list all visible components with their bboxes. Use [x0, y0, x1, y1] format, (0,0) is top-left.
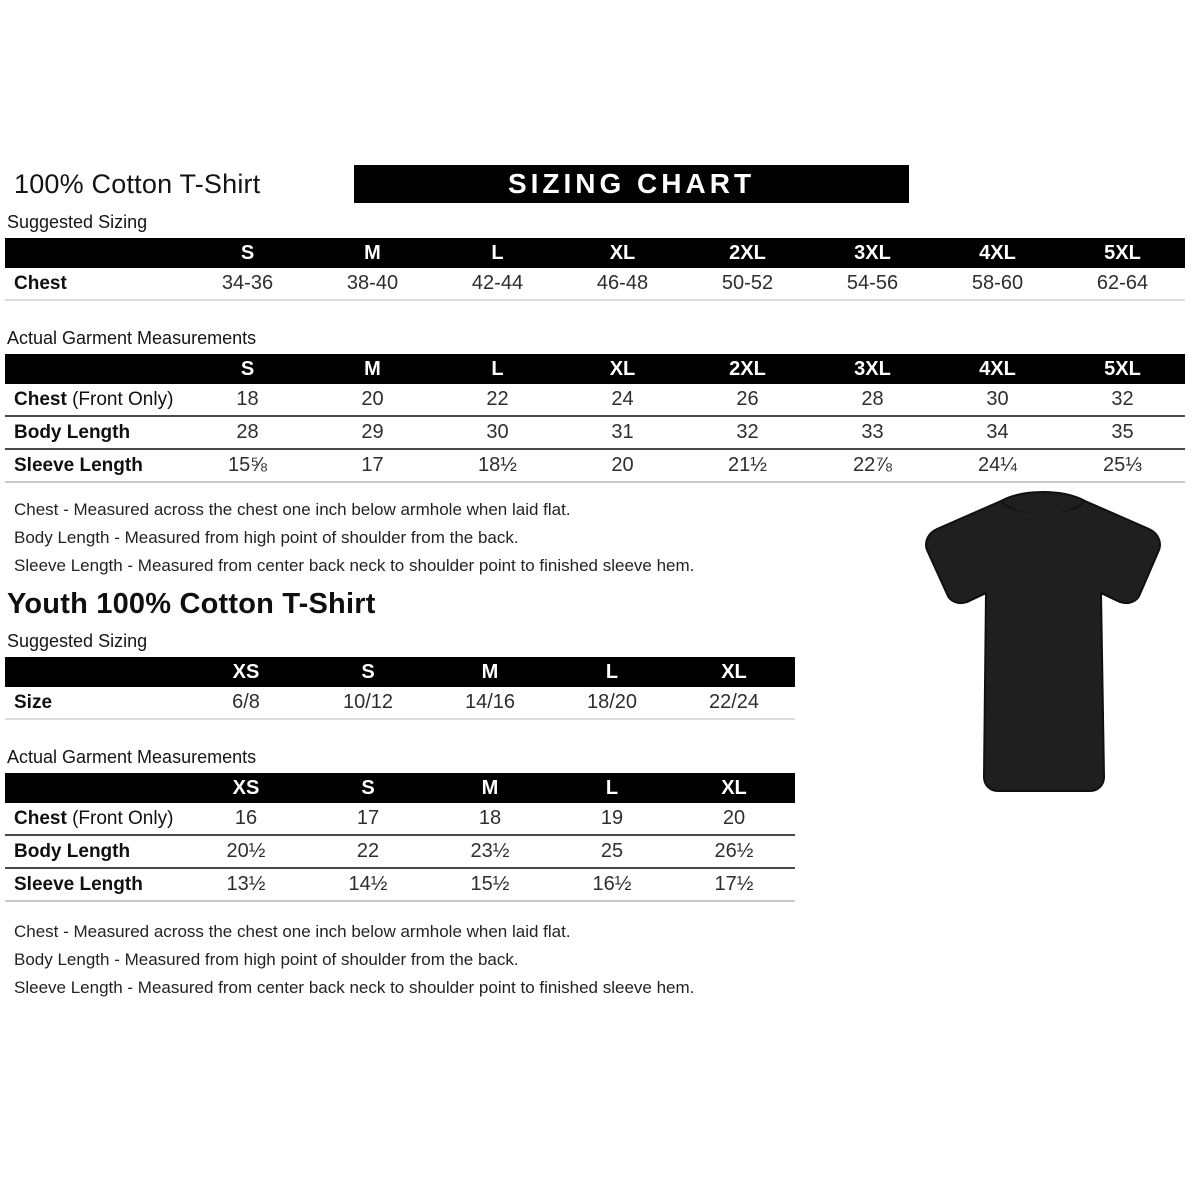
chest-row: [5, 803, 795, 834]
measurement-cell: 20: [722, 807, 746, 829]
youth-section-title: Youth 100% Cotton T-Shirt: [7, 588, 376, 620]
size-header-row: [5, 657, 795, 687]
top-whitespace: [5, 0, 1185, 163]
measurement-cell: 20: [361, 388, 384, 410]
measurement-cell: 17½: [714, 873, 754, 895]
size-header-cell: L: [605, 661, 619, 683]
size-header-cell: 3XL: [854, 242, 891, 264]
body-length-note: Body Length - Measured from high point of shoulder from the back.: [14, 950, 519, 969]
chest-note: Chest - Measured across the chest one inch below armhole when laid flat.: [14, 922, 571, 941]
size-header-cell: L: [491, 242, 504, 264]
measurement-cell: 22⅞: [853, 454, 892, 476]
measurement-cell: 13½: [226, 873, 266, 895]
body-length-note: Body Length - Measured from high point of shoulder from the back.: [14, 528, 519, 547]
adult-actual-measurements-label: Actual Garment Measurements: [7, 328, 257, 348]
measurement-cell: 31: [611, 421, 634, 443]
measurement-cell: 15⅝: [228, 454, 267, 476]
measurement-cell: 34-36: [221, 272, 274, 294]
measurement-cell: 32: [736, 421, 759, 443]
measurement-cell: 26: [736, 388, 759, 410]
size-header-cell: S: [361, 661, 375, 683]
row-label: Sleeve Length: [14, 874, 143, 895]
measurement-cell: 50-52: [721, 272, 774, 294]
size-header-cell: 3XL: [854, 358, 891, 380]
measurement-cell: 21½: [728, 454, 767, 476]
size-header-cell: 2XL: [729, 242, 766, 264]
measurement-cell: 33: [861, 421, 884, 443]
size-header-cell: 4XL: [979, 358, 1016, 380]
row-label: Body Length: [14, 841, 131, 862]
size-header-cell: M: [364, 358, 381, 380]
measurement-cell: 18: [478, 807, 502, 829]
youth-suggested-sizing-label: Suggested Sizing: [7, 631, 148, 651]
youth-actual-measurements-label: Actual Garment Measurements: [7, 747, 257, 767]
table-corner-cell: [5, 657, 185, 687]
measurement-cell: 23½: [470, 840, 510, 862]
sleeve-length-row: [5, 867, 795, 902]
measurement-cell: 32: [1111, 388, 1134, 410]
measurement-cell: 28: [861, 388, 884, 410]
size-header-cell: XS: [232, 661, 260, 683]
size-header-cell: 5XL: [1104, 242, 1141, 264]
measurement-cell: 22: [486, 388, 509, 410]
measurement-cell: 15½: [470, 873, 510, 895]
size-header-cell: L: [491, 358, 504, 380]
sizing-chart-banner: [354, 165, 909, 203]
measurement-cell: 20: [611, 454, 634, 476]
chest-row: [5, 384, 1185, 415]
size-header-cell: M: [481, 777, 499, 799]
measurement-cell: 10/12: [342, 691, 394, 713]
measurement-cell: 54-56: [846, 272, 899, 294]
measurement-cell: 18/20: [586, 691, 638, 713]
header-row: [5, 163, 1185, 205]
youth-measurement-notes: [5, 918, 1185, 1002]
measurement-cell: 30: [486, 421, 509, 443]
measurement-cell: 24¼: [978, 454, 1017, 476]
measurement-cell: 24: [611, 388, 634, 410]
row-label: Chest (Front Only): [14, 808, 174, 829]
size-header-cell: L: [605, 777, 619, 799]
chest-note: Chest - Measured across the chest one inch below armhole when laid flat.: [14, 500, 571, 519]
measurement-cell: 26½: [714, 840, 754, 862]
tshirt-icon: [893, 476, 1193, 821]
measurement-cell: 16½: [592, 873, 632, 895]
page-title: 100% Cotton T-Shirt: [14, 168, 261, 199]
banner-text: SIZING CHART: [507, 168, 756, 199]
size-header-cell: XL: [609, 358, 636, 380]
size-header-cell: S: [240, 358, 255, 380]
size-header-row: [5, 354, 1185, 384]
measurement-cell: 18½: [478, 454, 517, 476]
row-label: Body Length: [14, 422, 131, 443]
size-header-cell: XL: [609, 242, 636, 264]
measurement-cell: 18: [236, 388, 259, 410]
body-length-row: [5, 834, 795, 867]
size-header-cell: S: [361, 777, 375, 799]
row-label: Chest: [14, 273, 67, 294]
measurement-cell: 29: [361, 421, 384, 443]
measurement-cell: 35: [1111, 421, 1134, 443]
measurement-cell: 38-40: [346, 272, 399, 294]
size-header-cell: XS: [232, 777, 260, 799]
adult-suggested-sizing-label: Suggested Sizing: [7, 212, 148, 232]
measurement-cell: 6/8: [232, 691, 260, 713]
measurement-cell: 14½: [348, 873, 388, 895]
table-corner-cell: [5, 238, 185, 268]
table-corner-cell: [5, 354, 185, 384]
measurement-cell: 46-48: [596, 272, 649, 294]
measurement-cell: 28: [236, 421, 259, 443]
measurement-cell: 58-60: [971, 272, 1024, 294]
size-header-cell: M: [481, 661, 499, 683]
size-header-cell: XL: [721, 661, 747, 683]
adult-suggested-sizing-table: [5, 238, 1185, 301]
size-header-cell: 5XL: [1104, 358, 1141, 380]
sleeve-length-note: Sleeve Length - Measured from center back neck to shoulder point to finished sleeve hem.: [14, 556, 695, 575]
row-label: Size: [14, 692, 53, 713]
measurement-cell: 62-64: [1096, 272, 1149, 294]
measurement-cell: 30: [986, 388, 1009, 410]
measurement-cell: 22: [356, 840, 380, 862]
adult-actual-measurements-table: [5, 354, 1185, 483]
size-header-row: [5, 773, 795, 803]
measurement-cell: 16: [234, 807, 258, 829]
measurement-cell: 25⅓: [1103, 454, 1142, 476]
measurement-cell: 19: [600, 807, 624, 829]
measurement-cell: 20½: [226, 840, 266, 862]
size-header-cell: 4XL: [979, 242, 1016, 264]
measurement-cell: 17: [361, 454, 384, 476]
size-header-cell: M: [364, 242, 381, 264]
measurement-cell: 17: [356, 807, 380, 829]
chest-range-row: [5, 268, 1185, 301]
measurement-cell: 34: [986, 421, 1009, 443]
body-length-row: [5, 415, 1185, 448]
measurement-cell: 14/16: [464, 691, 516, 713]
size-header-cell: XL: [721, 777, 747, 799]
size-header-cell: S: [240, 242, 255, 264]
row-label: Sleeve Length: [14, 455, 143, 476]
youth-size-row: [5, 687, 795, 720]
measurement-cell: 22/24: [708, 691, 760, 713]
measurement-cell: 42-44: [471, 272, 524, 294]
row-label: Chest (Front Only): [14, 389, 174, 410]
measurement-cell: 25: [600, 840, 624, 862]
sleeve-length-note: Sleeve Length - Measured from center back neck to shoulder point to finished sleeve hem.: [14, 978, 695, 997]
size-header-row: [5, 238, 1185, 268]
black-tshirt-image: [893, 476, 1193, 821]
table-corner-cell: [5, 773, 185, 803]
size-header-cell: 2XL: [729, 358, 766, 380]
